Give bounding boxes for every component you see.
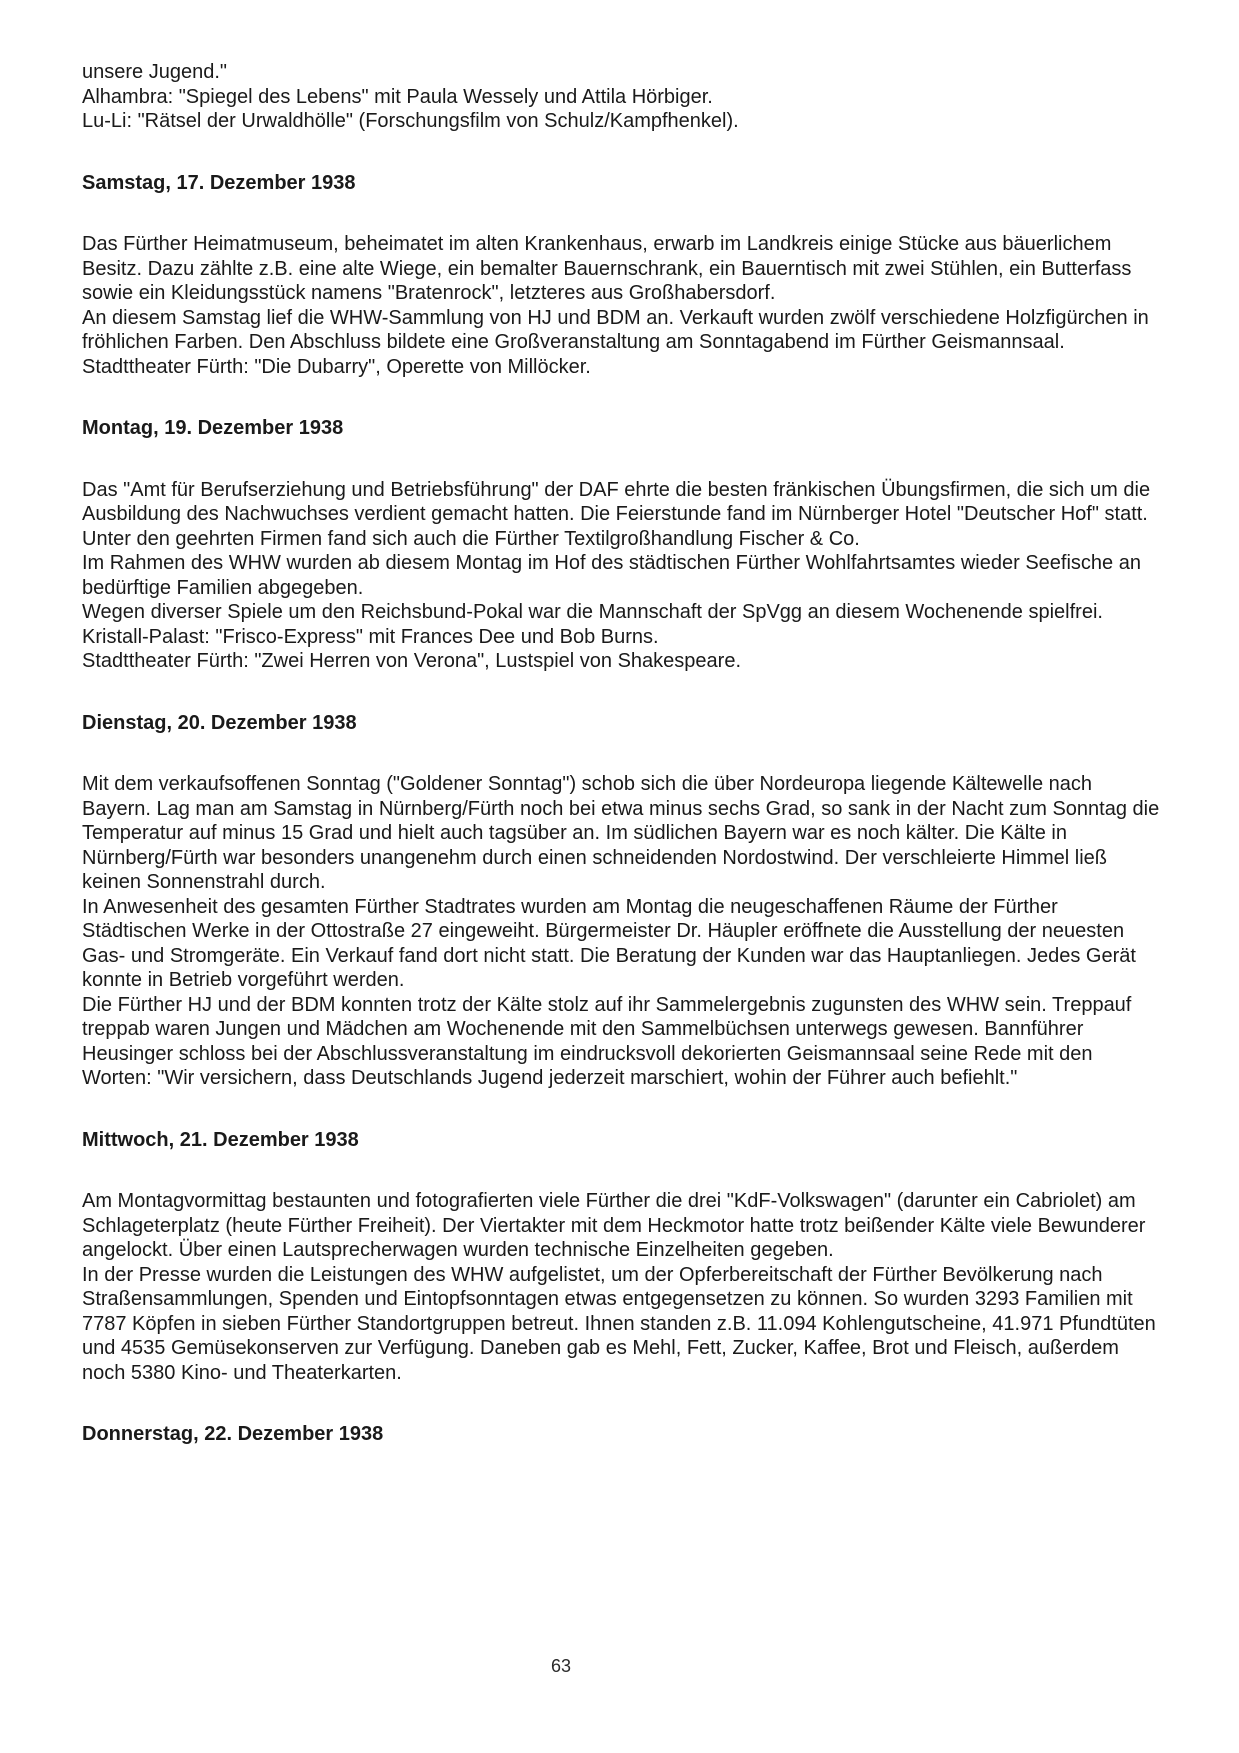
paragraph: Das Fürther Heimatmuseum, beheimatet im alten Krankenhaus, erwarb im Landkreis einige Stücke aus bäuerlichem Besitz. Dazu zählte z.B. eine alte Wiege, ein bemalter Bauernschrank, ein Bauerntisch mit zwei Stühlen, ein Butterfass sowie ein Kleidungsstück namens "Bratenrock", letzteres aus Großhabersdorf. <box>82 233 1132 304</box>
paragraph: An diesem Samstag lief die WHW-Sammlung von HJ und BDM an. Verkauft wurden zwölf verschiedene Holzfigürchen in fröhlichen Farben. Den Abschluss bildete eine Großveranstaltung am Sonntagabend im Fürther Geismannsaal. <box>82 306 1149 353</box>
paragraph: Wegen diverser Spiele um den Reichsbund-Pokal war die Mannschaft der SpVgg an diesem Wochenende spielfrei. <box>82 601 1103 623</box>
section-heading: Donnerstag, 22. Dezember 1938 <box>82 1423 384 1445</box>
paragraph: Kristall-Palast: "Frisco-Express" mit Frances Dee und Bob Burns. <box>82 625 659 648</box>
section-heading: Montag, 19. Dezember 1938 <box>82 417 344 439</box>
paragraph: Alhambra: "Spiegel des Lebens" mit Paula Wessely und Attila Hörbiger. <box>82 85 713 108</box>
document-content <box>82 60 1160 1484</box>
paragraph: unsere Jugend." <box>82 61 227 83</box>
section-heading: Dienstag, 20. Dezember 1938 <box>82 711 357 734</box>
section-heading: Samstag, 17. Dezember 1938 <box>82 171 356 194</box>
paragraph: Die Fürther HJ und der BDM konnten trotz der Kälte stolz auf ihr Sammelergebnis zugunsten des WHW sein. Treppauf treppab waren Jungen und Mädchen am Wochenende mit den Sammelbüchsen unterwegs gewesen. Bannführer Heusinger schloss bei der Abschlussveranstaltung im eindrucksvoll dekorierten Geismannsaal seine Rede mit den Worten: "Wir versichern, dass Deutschlands Jugend jederzeit marschiert, wohin der Führer auch befiehlt." <box>82 993 1132 1089</box>
paragraph: In Anwesenheit des gesamten Fürther Stadtrates wurden am Montag die neugeschaffenen Räume der Fürther Städtischen Werke in der Ottostraße 27 eingeweiht. Bürgermeister Dr. Häupler eröffnete die Ausstellung der neuesten Gas- und Stromgeräte. Ein Verkauf fand dort nicht statt. Die Beratung der Kunden war das Hauptanliegen. Jedes Gerät konnte in Betrieb vorgeführt werden. <box>82 895 1136 991</box>
section-heading: Mittwoch, 21. Dezember 1938 <box>82 1128 359 1151</box>
paragraph: Im Rahmen des WHW wurden ab diesem Montag im Hof des städtischen Fürther Wohlfahrtsamtes wieder Seefische an bedürftige Familien abgegeben. <box>82 552 1141 599</box>
intro-paragraphs <box>82 60 1160 134</box>
paragraph: Stadttheater Fürth: "Zwei Herren von Verona", Lustspiel von Shakespeare. <box>82 650 742 672</box>
paragraph: Lu-Li: "Rätsel der Urwaldhölle" (Forschungsfilm von Schulz/Kampfhenkel). <box>82 110 739 132</box>
paragraph: Mit dem verkaufsoffenen Sonntag ("Goldener Sonntag") schob sich die über Nordeuropa liegende Kältewelle nach Bayern. Lag man am Samstag in Nürnberg/Fürth noch bei etwa minus sechs Grad, so sank in der Nacht zum Sonntag die Temperatur auf minus 15 Grad und hielt auch tagsüber an. Im südlichen Bayern war es noch kälter. Die Kälte in Nürnberg/Fürth war besonders unangenehm durch einen schneidenden Nordostwind. Der verschleierte Himmel ließ keinen Sonnenstrahl durch. <box>82 773 1160 893</box>
paragraph: Das "Amt für Berufserziehung und Betriebsführung" der DAF ehrte die besten fränkischen Übungsfirmen, die sich um die Ausbildung des Nachwuchses verdient gemacht hatten. Die Feierstunde fand im Nürnberger Hotel "Deutscher Hof" statt. Unter den geehrten Firmen fand sich auch die Fürther Textilgroßhandlung Fischer & Co. <box>82 478 1151 550</box>
paragraph: Stadttheater Fürth: "Die Dubarry", Operette von Millöcker. <box>82 355 591 378</box>
paragraph: In der Presse wurden die Leistungen des WHW aufgelistet, um der Opferbereitschaft der Fürther Bevölkerung nach Straßensammlungen, Spenden und Eintopfsonntagen etwas entgegensetzen zu können. So wurden 3293 Familien mit 7787 Köpfen in sieben Fürther Standortgruppen betreut. Ihnen standen z.B. 11.094 Kohlengutscheine, 41.971 Pfundtüten und 4535 Gemüsekonserven zur Verfügung. Daneben gab es Mehl, Fett, Zucker, Kaffee, Brot und Fleisch, außerdem noch 5380 Kino- und Theaterkarten. <box>82 1263 1156 1384</box>
chronicle-sections <box>82 171 1160 1447</box>
paragraph: Am Montagvormittag bestaunten und fotografierten viele Fürther die drei "KdF-Volkswagen" (darunter ein Cabriolet) am Schlageterplatz (heute Fürther Freiheit). Der Viertakter mit dem Heckmotor hatte trotz beißender Kälte viele Bewunderer angelockt. Über einen Lautsprecherwagen wurden technische Einzelheiten gegeben. <box>82 1190 1146 1261</box>
page-number: 63 <box>550 1656 572 1676</box>
